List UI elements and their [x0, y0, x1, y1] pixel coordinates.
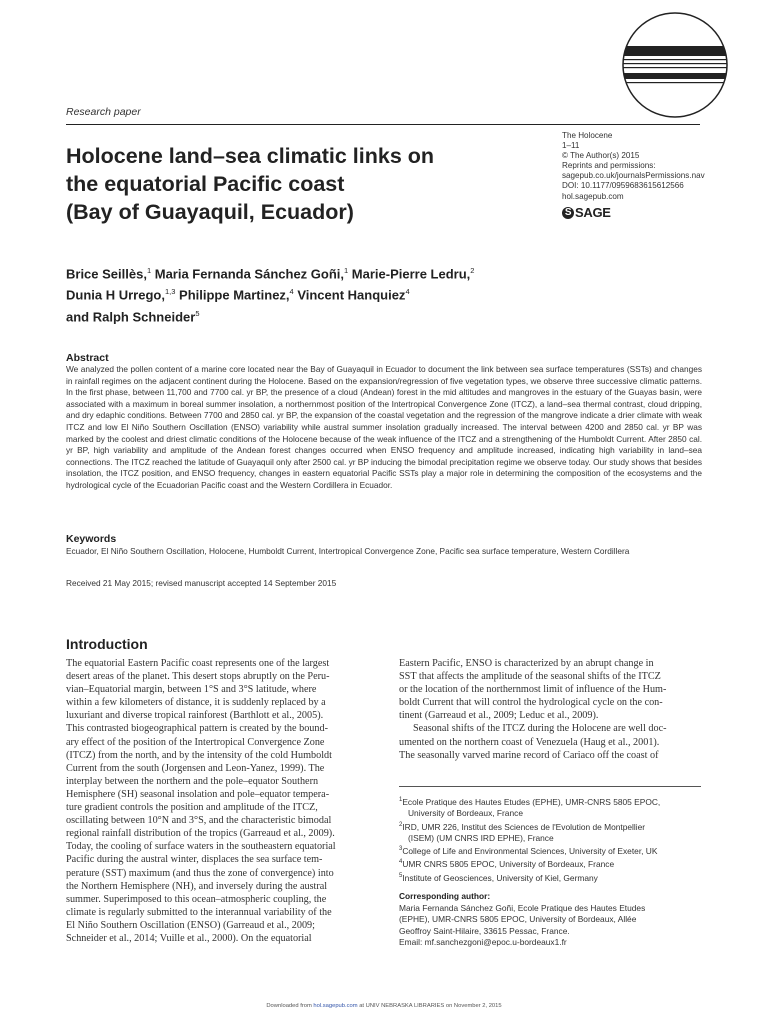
- sage-s-icon: S: [562, 207, 574, 219]
- author-list: [66, 262, 626, 326]
- journal-info-line: Reprints and permissions:: [562, 161, 656, 171]
- author-affiliation-mark: 5: [195, 308, 200, 318]
- download-prefix: Downloaded from: [266, 1003, 314, 1009]
- author-affiliation-mark: 4: [289, 287, 294, 297]
- affiliation-number: 5: [399, 872, 403, 879]
- affiliation-item: [399, 871, 709, 884]
- body-line: oscillating between 10°N and 3°S, and the characteristic bimodal: [66, 815, 332, 827]
- journal-info-line: 1–11: [562, 141, 580, 151]
- affiliation-text: UMR CNRS 5805 EPOC, University of Bordeaux, France: [402, 859, 615, 870]
- affiliation-item: [399, 820, 709, 845]
- footnote-rule: [399, 786, 701, 787]
- corresponding-line: (EPHE), UMR-CNRS 5805 EPOC, University of Bordeaux, Allée: [399, 914, 637, 925]
- author-line: [66, 283, 626, 304]
- body-line: desert areas of the planet. This desert stops abruptly on the Peru-: [66, 671, 330, 683]
- article-type: Research paper: [66, 106, 141, 118]
- corresponding-author: [399, 891, 709, 949]
- body-line: summer. Superimposed to this ocean–atmospheric coupling, the: [66, 893, 327, 905]
- body-line: perature (SST) maximum (and thus the zone of convergence) into: [66, 867, 334, 879]
- affiliation-text: (ISEM) (UM CNRS IRD EPHE), France: [408, 832, 554, 843]
- body-line: El Niño Southern Oscillation (ENSO) (Garreaud et al., 2009;: [66, 919, 315, 931]
- body-line: Current from the south (Jorgensen and Leon-Yanez, 1999). The: [66, 762, 325, 774]
- body-line: Hemisphere (SH) seasonal insolation and pole–equator tempera-: [66, 788, 330, 800]
- body-line: regional rainfall distribution of the tropics (Garreaud et al., 2009).: [66, 828, 335, 840]
- publisher-name: SAGE: [575, 205, 611, 220]
- body-column-right: [399, 657, 701, 762]
- affiliations: [399, 795, 709, 884]
- journal-logo: [622, 12, 728, 118]
- body-line: Pacific during the austral winter, displaces the sea surface tem-: [66, 854, 323, 866]
- author-affiliation-mark: 2: [470, 266, 475, 275]
- abstract-heading: Abstract: [66, 352, 109, 364]
- author-affiliation-mark: 1: [344, 266, 349, 275]
- keywords-heading: Keywords: [66, 533, 117, 545]
- header-rule: [66, 124, 700, 125]
- author-affiliation-mark: 1,3: [164, 287, 176, 297]
- body-line: ary effect of the position of the Intertropical Convergence Zone: [66, 736, 325, 748]
- journal-info-line[interactable]: sagepub.co.uk/journalsPermissions.nav: [562, 171, 705, 181]
- title-line: (Bay of Guayaquil, Ecuador): [66, 200, 354, 224]
- body-line: climate is regularly submitted to the interannual variability of the: [66, 906, 332, 918]
- author-name: Brice Seillès,: [66, 266, 147, 282]
- affiliation-number: 1: [399, 797, 403, 803]
- corresponding-line: Maria Fernanda Sánchez Goñi, Ecole Pratique des Hautes Etudes: [399, 902, 646, 913]
- affiliation-number: 4: [399, 859, 403, 866]
- body-line: Seasonal shifts of the ITCZ during the Holocene are well doc-: [413, 723, 667, 735]
- author-name: Philippe Martinez,: [175, 287, 290, 303]
- body-line: SST that affects the amplitude of the seasonal shifts of the ITCZ: [399, 671, 661, 683]
- author-name: Dunia H Urrego,: [66, 287, 165, 303]
- author-line: [66, 262, 626, 283]
- affiliation-text: College of Life and Environmental Sciences, University of Exeter, UK: [402, 846, 658, 857]
- author-affiliation-mark: 1: [146, 266, 152, 275]
- body-line: within a few kilometers of distance, it is suddenly replaced by a: [66, 697, 326, 709]
- received-dates: Received 21 May 2015; revised manuscript accepted 14 September 2015: [66, 578, 337, 588]
- journal-info: [562, 131, 705, 202]
- body-line: boldt Current that will control the hydrological cycle on the con-: [399, 697, 663, 709]
- publisher-logo: [562, 205, 611, 220]
- abstract-text: We analyzed the pollen content of a marine core located near the Bay of Guayaquil in Ecuador to document the link between sea surface temperatures (SSTs) and changes in rainfall regimes on the adjacent continent during the Holocene. Based on the expansion/regression of five vegetation types, we observe three successive climatic patterns. In the first phase, between 11,700 and 7700 cal. yr BP, the presence of a cloud (Andean) forest in the mid altitudes and mangroves in the estuary of the Guayas basin, were associated with a maximum in boreal summer insolation, a northernmost position of the Intertropical Convergence Zone (ITCZ), a land–sea thermal contrast, cloud dripping, and dry edaphic conditions. Between 7700 and 2850 cal. yr BP, the expansion of the coastal vegetation and the regression of the mangrove indicate a drier climate with weak ITCZ and low El Niño Southern Oscillation (ENSO) variability while austral summer insolation gradually increased. The interval between 4200 and 2850 cal. yr BP was marked by the coolest and driest climatic conditions of the Holocene because of the weak influence of the ITCZ and a strengthening of the Humboldt Current. After 2850 cal. yr BP, high variability and amplitude of the Andean forest changes occurred when ENSO frequency and amplitude increased, indicating high variability in land–sea connections. The ITCZ reached the latitude of Guayaquil only after 2500 cal. yr BP inducing the bimodal precipitation regime we observe today. Our study shows that besides insolation, the ITCZ position, and ENSO frequency, changes in eastern equatorial Pacific SSTs play a major role in determining the composition of the ecosystems and the hydrological cycle of the Ecuadorian Pacific coast and the Western Cordillera in Ecuador.: [66, 364, 702, 490]
- affiliation-text: University of Bordeaux, France: [408, 808, 523, 819]
- affiliation-number: 2: [399, 821, 403, 828]
- download-note: [0, 1003, 768, 1009]
- corresponding-line: Geoffroy Saint-Hilaire, 33615 Pessac, France.: [399, 925, 570, 936]
- affiliation-text: IRD, UMR 226, Institut des Sciences de l'Evolution de Montpellier: [402, 821, 646, 832]
- author-name: and Ralph Schneider: [66, 308, 196, 324]
- author-affiliation-mark: 4: [405, 287, 410, 297]
- body-line: tinent (Garreaud et al., 2009; Leduc et al., 2009).: [399, 710, 599, 722]
- body-line: umented on the northern coast of Venezuela (Haug et al., 2001).: [399, 736, 660, 748]
- corresponding-heading: Corresponding author:: [399, 891, 491, 901]
- download-link[interactable]: hol.sagepub.com: [313, 1003, 358, 1009]
- affiliation-item: [399, 857, 709, 870]
- author-name: Maria Fernanda Sánchez Goñi,: [151, 266, 345, 282]
- download-suffix: at UNIV NEBRASKA LIBRARIES on November 2, 2015: [357, 1003, 502, 1009]
- author-line: [66, 305, 626, 326]
- body-line: interplay between the northern and the pole–equator Southern: [66, 775, 319, 787]
- body-line: Today, the cooling of surface waters in the southeastern equatorial: [66, 841, 336, 853]
- affiliation-item: [399, 844, 709, 857]
- body-line: luxuriant and diverse tropical rainforest (Barthlott et al., 2005).: [66, 710, 324, 722]
- affiliation-text: Ecole Pratique des Hautes Etudes (EPHE), UMR-CNRS 5805 EPOC,: [402, 796, 661, 807]
- journal-info-line: © The Author(s) 2015: [562, 151, 640, 161]
- body-line: or the location of the northernmost limit of influence of the Hum-: [399, 684, 667, 696]
- journal-info-line[interactable]: hol.sagepub.com: [562, 191, 624, 201]
- title-line: the equatorial Pacific coast: [66, 172, 345, 196]
- journal-info-line: DOI: 10.1177/0959683615612566: [562, 181, 684, 191]
- affiliation-number: 3: [399, 846, 403, 853]
- body-line: the Northern Hemisphere (NH), and inversely during the austral: [66, 880, 328, 892]
- affiliation-item: [399, 795, 709, 820]
- body-line: Eastern Pacific, ENSO is characterized by an abrupt change in: [399, 658, 654, 669]
- author-name: Marie-Pierre Ledru,: [348, 266, 471, 282]
- body-line: The seasonally varved marine record of Cariaco off the coast of: [399, 749, 659, 761]
- journal-info-line: The Holocene: [562, 131, 613, 140]
- corresponding-email[interactable]: Email: mf.sanchezgoni@epoc.u-bordeaux1.fr: [399, 937, 567, 948]
- keywords-text: Ecuador, El Niño Southern Oscillation, Holocene, Humboldt Current, Intertropical Convergence Zone, Pacific sea surface temperature, Western Cordillera: [66, 546, 630, 556]
- body-line: (ITCZ) from the north, and by the intensity of the cold Humboldt: [66, 749, 332, 761]
- body-line: Schneider et al., 2014; Vuille et al., 2000). On the equatorial: [66, 932, 312, 944]
- title-line: Holocene land–sea climatic links on: [66, 144, 435, 168]
- author-name: Vincent Hanquiez: [293, 287, 406, 303]
- article-title: [66, 142, 536, 226]
- body-line: ture gradient controls the position and amplitude of the ITCZ,: [66, 802, 318, 814]
- body-column-left: [66, 657, 368, 945]
- introduction-heading: Introduction: [66, 636, 148, 652]
- body-line: The equatorial Eastern Pacific coast represents one of the largest: [66, 658, 330, 669]
- affiliation-text: Institute of Geosciences, University of Kiel, Germany: [402, 872, 598, 883]
- body-line: vian–Equatorial margin, between 1°S and 3°S latitude, where: [66, 684, 317, 696]
- body-line: This contrasted biogeographical pattern is created by the bound-: [66, 723, 328, 735]
